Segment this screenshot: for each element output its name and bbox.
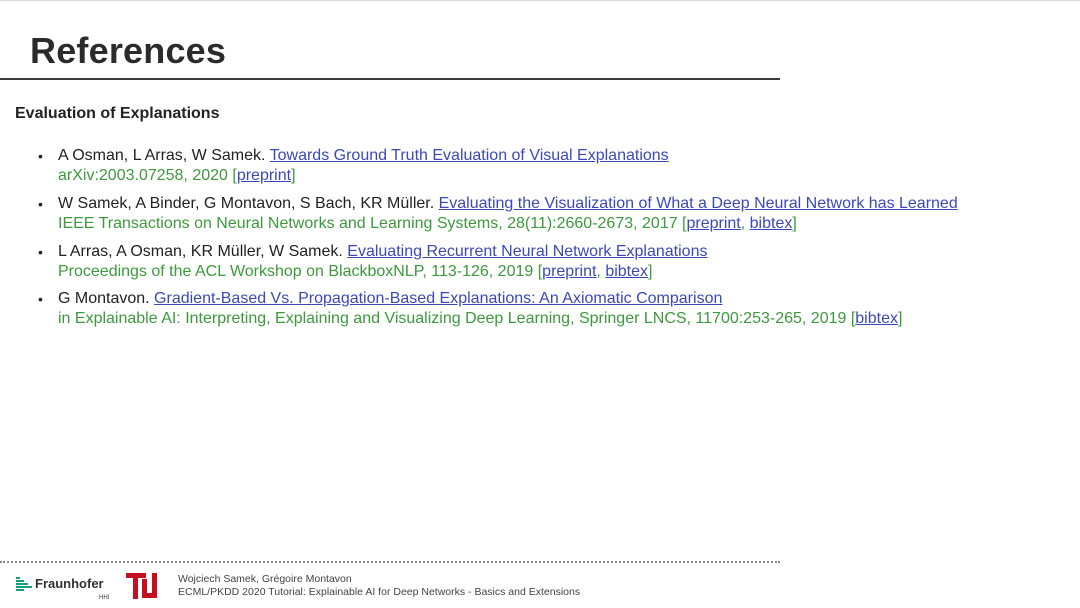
reference-title-link[interactable]: Evaluating the Visualization of What a Deep Neural Network has Learned <box>438 194 958 212</box>
reference-venue <box>58 263 652 280</box>
slide-title: References <box>30 30 227 71</box>
reference-authors: G Montavon. <box>58 290 155 308</box>
bibtex-link[interactable]: bibtex <box>605 262 649 280</box>
reference-venue <box>58 310 902 327</box>
reference-item <box>38 146 1068 186</box>
reference-item <box>38 289 1068 329</box>
bibtex-link[interactable]: bibtex <box>855 310 898 328</box>
fraunhofer-sub: HHI <box>99 595 110 601</box>
venue-text: arXiv:2003.07258, 2020 [ <box>58 167 237 184</box>
footer-credits <box>178 573 580 599</box>
reference-title-link[interactable]: Towards Ground Truth Evaluation of Visual Explanations <box>269 147 669 164</box>
reference-authors: A Osman, L Arras, W Samek. <box>58 147 270 164</box>
separator: , <box>596 262 606 280</box>
reference-title-link[interactable]: Evaluating Recurrent Neural Network Explanations <box>347 242 708 260</box>
reference-list <box>38 146 1068 337</box>
bracket-close: ] <box>792 214 797 232</box>
bracket-close: ] <box>291 167 296 184</box>
preprint-link[interactable]: preprint <box>686 214 741 232</box>
footer-divider <box>0 561 780 563</box>
bracket-close: ] <box>897 310 903 328</box>
venue-text: IEEE Transactions on Neural Networks and Learning Systems, 28(11):2660-2673, 2017 [ <box>58 214 687 232</box>
title-underline <box>0 78 780 80</box>
bullet-icon: • <box>38 195 43 212</box>
footer-event: ECML/PKDD 2020 Tutorial: Explainable AI for Deep Networks - Basics and Extensions <box>178 586 581 598</box>
venue-text: in Explainable AI: Interpreting, Explaining and Visualizing Deep Learning, Springer LNCS, 11700:253-265, 2019 [ <box>58 310 856 328</box>
bibtex-link[interactable]: bibtex <box>749 214 793 232</box>
reference-authors: W Samek, A Binder, G Montavon, S Bach, KR Müller. <box>58 194 439 212</box>
preprint-link[interactable]: preprint <box>236 167 292 184</box>
bullet-icon: • <box>38 291 43 308</box>
tu-berlin-logo <box>125 571 163 603</box>
bullet-icon: • <box>38 243 43 260</box>
venue-text: Proceedings of the ACL Workshop on BlackboxNLP, 113-126, 2019 [ <box>58 262 543 280</box>
bracket-close: ] <box>648 262 653 280</box>
reference-item <box>38 242 1068 282</box>
footer-authors: Wojciech Samek, Grégoire Montavon <box>178 573 352 585</box>
reference-venue <box>58 167 296 184</box>
top-border <box>0 0 1080 1</box>
reference-item <box>38 194 1068 234</box>
separator: , <box>740 214 750 232</box>
fraunhofer-logo <box>14 571 114 603</box>
preprint-link[interactable]: preprint <box>542 262 597 280</box>
reference-authors: L Arras, A Osman, KR Müller, W Samek. <box>58 242 348 260</box>
bullet-icon: • <box>38 148 43 164</box>
section-heading: Evaluation of Explanations <box>15 105 220 122</box>
fraunhofer-text: Fraunhofer <box>35 576 104 591</box>
reference-title-link[interactable]: Gradient-Based Vs. Propagation-Based Explanations: An Axiomatic Comparison <box>154 290 723 308</box>
reference-venue <box>58 215 797 232</box>
